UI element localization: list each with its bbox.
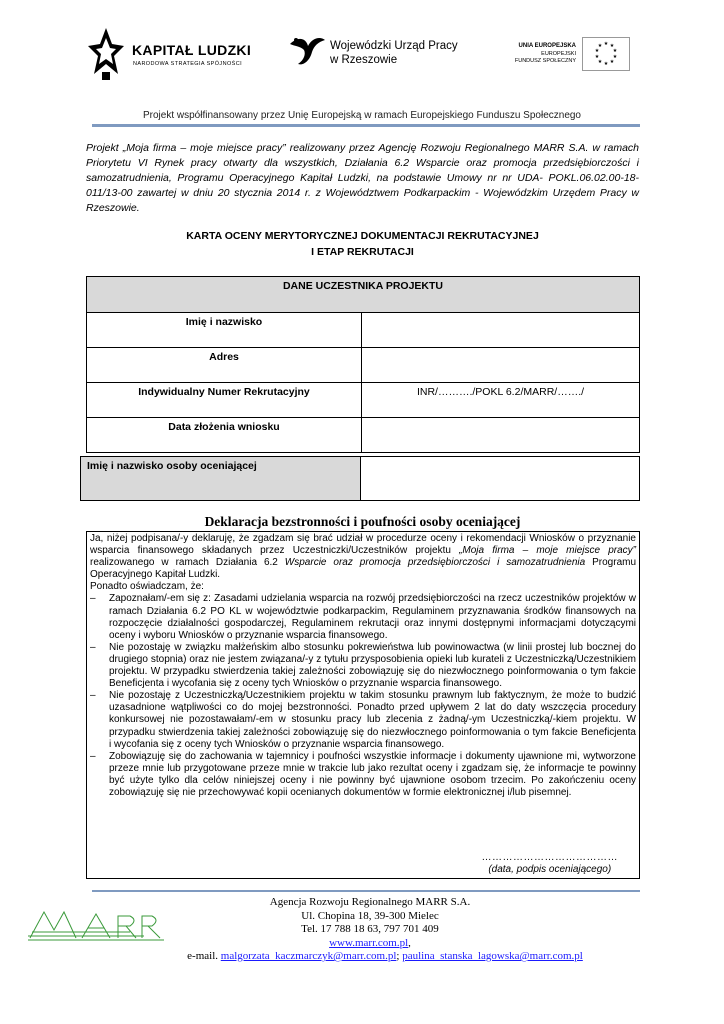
table-row [87,313,640,348]
signature-line[interactable]: ………………………………… [481,852,618,863]
evaluator-name-label: Imię i nazwisko osoby oceniającej [81,457,361,501]
recruitment-number-value[interactable]: INR/………./POKL 6.2/MARR/……./ [362,383,640,418]
footer-address: Ul. Chopina 18, 39-300 Mielec [301,909,439,922]
submission-date-value-field[interactable] [362,418,640,453]
kapital-ludzki-title: KAPITAŁ LUDZKI [132,42,252,58]
svg-text:★: ★ [594,54,600,60]
declaration-title: Deklaracja bezstronności i poufności osoby oceniającej [204,514,521,529]
list-item: – Zapoznałam/-em się z: Zasadami udzielania wsparcia na rozwój przedsiębiorczości na rzecz uczestników projektów w ramach Działania 6.2 PO KL w województwie podkarpackim, Regulaminem przyznawania środków finansowych na rozpoczęcie działalności gospodarczej, Regulaminem rekrutacji oraz innymi dostępnymi informacjami dotyczącymi oceny i wyboru Wniosków o przyznanie wsparcia finansowego. [90,593,636,641]
card-title-line2: I ETAP REKRUTACJI [311,246,414,258]
declaration-intro-part: Programu Operacyjnego Kapitał Ludzki. [90,557,637,581]
svg-text:★: ★ [597,59,603,65]
svg-text:★: ★ [603,61,609,67]
header-rule [92,124,640,127]
website-suffix: , [408,936,411,949]
declaration-intro [90,533,636,581]
email-link-1[interactable]: malgorzata_kaczmarczyk@marr.com.pl [220,950,397,962]
eu-fund-line2: FUNDUSZ SPOŁECZNY [514,58,576,64]
footer-rule [92,890,640,892]
marr-logo-icon [26,904,166,944]
email-link-2[interactable]: paulina_stanska_lagowska@marr.com.pl [402,950,583,962]
table-row [81,457,640,501]
project-intro: Projekt „Moja firma – moje miejsce pracy” realizowany przez Agencję Rozwoju Regionalnego MARR S.A. w ramach Priorytetu VI Rynek pracy otwarty dla wszystkich, Działania 6.2 Wsparcie oraz promocja przedsiębiorczości i samozatrudnienia, Programu Operacyjnego Kapitał Ludzki, na podstawie Umowy nr nr UDA- POKL.06.02.00-18-011/13-00 zawartej w dniu 20 stycznia 2014 r. z Województwem Podkarpackim - Wojewódzkim Urzędem Pracy w Rzeszowie. [86,142,639,214]
table-row [87,418,640,453]
list-item: – Zobowiązuję się do zachowania w tajemnicy i poufności wszystkie informacje i dokumenty ujawnione mi, wytworzone przeze mnie lub przygotowane przeze mnie w trakcie lub jako rezultat oceny i zgadzam się, że informacje te powinny być użyte tylko dla celów niniejszej oceny i nie powinny być ujawnione osobom trzecim. Po zakończeniu oceny zobowiązuję się nie przechowywać kopii ocenianych dokumentów w formie elektronicznej i/lub pisemnej. [90,751,636,799]
svg-text:★: ★ [603,41,609,47]
card-title [86,228,639,260]
email-prefix: e-mail. [187,950,221,962]
svg-text:★: ★ [609,43,615,49]
name-value-field[interactable] [362,313,640,348]
funding-note: Projekt współfinansowany przez Unię Europejską w ramach Europejskiego Funduszu Społecznego [142,110,581,121]
wup-name-line1: Wojewódzki Urząd Pracy [330,40,458,52]
svg-text:★: ★ [612,54,618,60]
card-title-line1: KARTA OCENY MERYTORYCZNEJ DOKUMENTACJI REKRUTACYJNEJ [186,230,539,242]
eu-flag-icon [582,37,630,71]
eu-name: UNIA EUROPEJSKA [518,43,576,49]
recruitment-number-label: Indywidualny Numer Rekrutacyjny [87,383,362,418]
eu-fund-line1: EUROPEJSKI [541,51,576,57]
svg-text:★: ★ [612,48,618,54]
table-row [87,348,640,383]
svg-text:★: ★ [597,43,603,49]
participant-table-header: DANE UCZESTNIKA PROJEKTU [87,277,640,313]
eu-logo [512,37,632,71]
footer-contact [170,896,570,950]
address-label: Adres [87,348,362,383]
project-name: „Moja firma – moje miejsce pracy” [459,545,636,557]
declaration-list [90,593,636,799]
declaration-box [86,531,640,879]
kapital-ludzki-emblem-icon [88,28,124,80]
signature-block [482,852,619,876]
marr-logo-text: marr [96,924,99,925]
kapital-ludzki-subtitle: NARODOWA STRATEGIA SPÓJNOŚCI [133,61,242,67]
svg-text:★: ★ [609,59,615,65]
evaluator-table [80,456,640,501]
submission-date-label: Data złożenia wniosku [87,418,362,453]
table-row [87,383,640,418]
kapital-ludzki-logo [88,28,258,84]
svg-text:★: ★ [594,48,600,54]
declaration-intro-part: Ja, niżej podpisana/-y deklaruję, że zgadzam się brać udział w procedurze oceny i rekomendacji Wniosków o przyznanie wsparcia finansowego składanych przez Uczestniczki/Uczestników projektu [90,533,636,557]
address-value-field[interactable] [362,348,640,383]
evaluator-name-value-field[interactable] [361,457,640,501]
website-link[interactable]: www.marr.com.pl [329,936,409,949]
declaration-intro-part: realizowanego w ramach Działania 6.2 [90,557,285,569]
list-item: – Nie pozostaję w związku małżeńskim albo stosunku pokrewieństwa lub powinowactwa (w linii prostej lub bocznej do drugiego stopnia) oraz nie jestem związana/-y z tytułu przysposobienia opieki lub kurateli z Uczestniczką/Uczestnikiem projektu. W przypadku stwierdzenia takiej zależności zobowiązuję się do niezwłocznego poinformowania o tym fakcie Beneficjenta i wycofania się z oceny tych Wniosków o przyznanie wsparcia finansowego. [90,642,636,690]
wup-bird-icon [288,34,326,68]
footer-phone: Tel. 17 788 18 63, 797 701 409 [301,923,439,935]
wup-logo [288,34,463,74]
wup-name-line2: w Rzeszowie [330,54,398,66]
list-item: – Nie pozostaję z Uczestniczką/Uczestnikiem projektu w takim stosunku prawnym lub faktycznym, że może to budzić uzasadnione wątpliwości co do mojej bezstronności. Ponadto przed upływem 2 lat do daty wszczęcia procedury konkursowej nie pozostawałam/-em w stosunku pracy lub zlecenia z żadną/-ym Uczestniczką/-kiem projektu. W przypadku stwierdzenia takiej zależności zobowiązuję się do niezwłocznego poinformowania o tym fakcie Beneficjenta i wycofania się z oceny tych Wniosków o przyznanie wsparcia finansowego. [90,690,636,750]
declaration-statement-lead: Ponadto oświadczam, że: [90,581,204,593]
footer-email [130,950,640,962]
participant-data-table [86,276,640,453]
footer-org: Agencja Rozwoju Regionalnego MARR S.A. [269,896,471,908]
measure-name: Wsparcie oraz promocja przedsiębiorczości i samozatrudnienia [284,557,586,569]
signature-caption: (data, podpis oceniającego) [488,864,612,875]
name-label: Imię i nazwisko [87,313,362,348]
email-separator: ; [396,950,403,962]
